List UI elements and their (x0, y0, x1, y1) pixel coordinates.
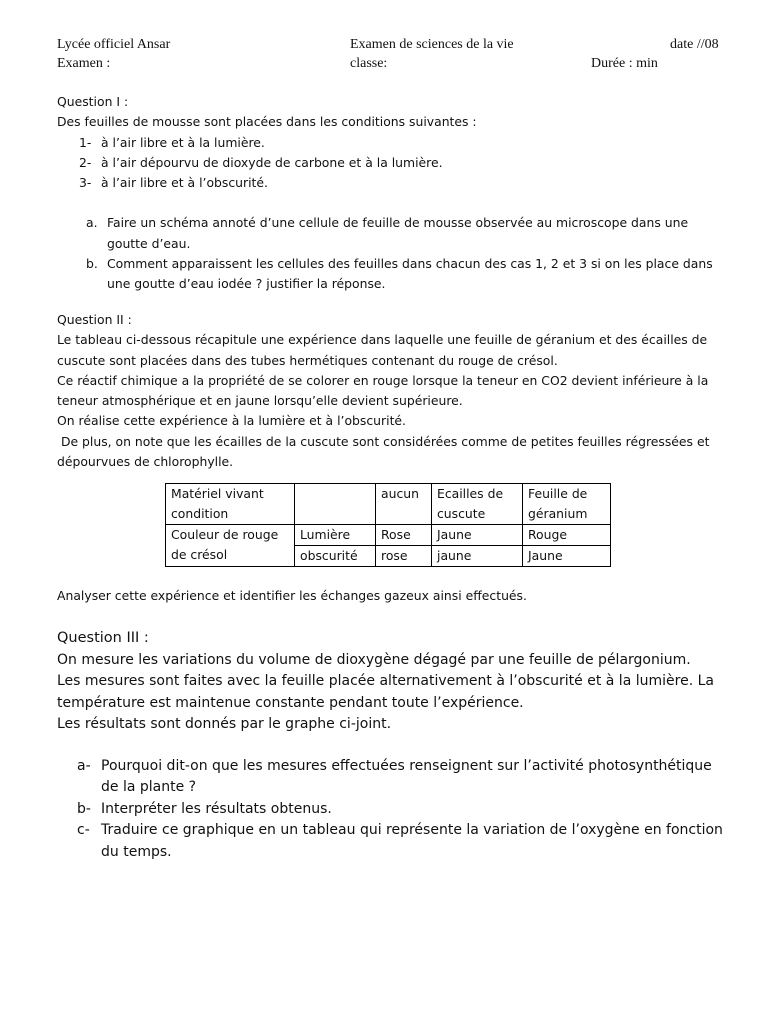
table-header-cell: Matériel vivant condition (166, 484, 295, 525)
spacer (57, 193, 727, 213)
table-header-cell (295, 484, 376, 525)
task-letter: a. (86, 215, 98, 231)
question-3-tasks (57, 756, 727, 864)
question-2-title: Question II : (57, 312, 132, 327)
task-item (57, 820, 727, 863)
task-item (57, 799, 727, 821)
table-cell: Lumière (295, 525, 376, 546)
question-2-paragraph: De plus, on note que les écailles de la cuscute sont considérées comme de petites feuilles régressées et dépourvues de chlorophylle. (57, 433, 714, 470)
condition-number: 3- (79, 175, 92, 191)
condition-number: 1- (79, 134, 92, 150)
task-text: Traduire ce graphique en un tableau qui représente la variation de l’oxygène en fonction du temps. (101, 822, 723, 860)
tasks-list (57, 213, 727, 294)
exam-date: date //08 (670, 37, 719, 52)
task-item (57, 254, 727, 295)
table-header-cell: Ecailles de cuscute (432, 484, 523, 525)
exam-header (57, 35, 737, 75)
question-3 (57, 628, 727, 863)
condition-item (57, 133, 727, 153)
exam-subject: Examen de sciences de la vie (350, 37, 514, 52)
task-text: Interpréter les résultats obtenus. (101, 800, 332, 817)
condition-number: 2- (79, 154, 92, 170)
table-cell: Rouge (523, 525, 611, 546)
task-text: Faire un schéma annoté d’une cellule de feuille de mousse observée au microscope dans une goutte d’eau. (107, 215, 689, 251)
table-cell: Rose (376, 525, 432, 546)
table-cell: Jaune (523, 546, 611, 567)
question-2 (57, 310, 727, 472)
table-cell: Jaune (432, 525, 523, 546)
question-1-intro: Des feuilles de mousse sont placées dans les conditions suivantes : (57, 114, 477, 130)
condition-item (57, 173, 727, 193)
question-3-paragraph: On mesure les variations du volume de dioxygène dégagé par une feuille de pélargonium. (57, 651, 691, 668)
condition-text: à l’air libre et à l’obscurité. (101, 175, 268, 191)
question-2-paragraph: Ce réactif chimique a la propriété de se colorer en rouge lorsque la teneur en CO2 devient inférieure à la teneur atmosphérique et en jaune lorsqu’elle devient supérieure. (57, 372, 709, 409)
school-name: Lycée officiel Ansar (57, 37, 171, 52)
exam-label: Examen : (57, 56, 111, 71)
results-table (165, 483, 611, 567)
question-2-paragraph: On réalise cette expérience à la lumière et à l’obscurité. (57, 413, 406, 429)
condition-text: à l’air dépourvu de dioxyde de carbone et à la lumière. (101, 154, 443, 170)
question-3-paragraph: Les mesures sont faites avec la feuille placée alternativement à l’obscurité et à la lumière. La température est maintenue constante pendant toute l’expérience. (57, 673, 714, 711)
task-item (57, 213, 727, 254)
task-letter: a- (77, 757, 91, 774)
condition-text: à l’air libre et à la lumière. (101, 134, 265, 150)
class-label: classe: (350, 56, 388, 71)
condition-item (57, 153, 727, 173)
question-2-instruction: Analyser cette expérience et identifier les échanges gazeux ainsi effectués. (57, 588, 527, 603)
table-row (166, 525, 611, 546)
task-item (57, 756, 727, 799)
question-3-title: Question III : (57, 630, 149, 646)
question-1 (57, 92, 727, 295)
spacer (57, 736, 727, 756)
task-text: Comment apparaissent les cellules des feuilles dans chacun des cas 1, 2 et 3 si on les place dans une goutte d’eau iodée ? justifier la réponse. (107, 256, 713, 292)
task-text: Pourquoi dit-on que les mesures effectuées renseignent sur l’activité photosynthétique de la plante ? (101, 757, 712, 795)
task-letter: b. (86, 256, 98, 272)
question-1-title: Question I : (57, 94, 129, 109)
exam-duration: Durée : min (591, 56, 658, 71)
table-cell: obscurité (295, 546, 376, 567)
table-row (166, 484, 611, 525)
table-header-cell: aucun (376, 484, 432, 525)
table-cell: Couleur de rouge de crésol (166, 525, 295, 567)
table-cell: rose (376, 546, 432, 567)
table-header-cell: Feuille de géranium (523, 484, 611, 525)
task-letter: c- (77, 822, 90, 838)
question-2-paragraph: Le tableau ci-dessous récapitule une expérience dans laquelle une feuille de géranium et des écailles de cuscute sont placées dans des tubes hermétiques contenant du rouge de crésol. (57, 332, 708, 368)
question-3-paragraph: Les résultats sont donnés par le graphe ci-joint. (57, 716, 392, 732)
table-cell: jaune (432, 546, 523, 567)
conditions-list (57, 133, 727, 194)
task-letter: b- (77, 800, 91, 817)
